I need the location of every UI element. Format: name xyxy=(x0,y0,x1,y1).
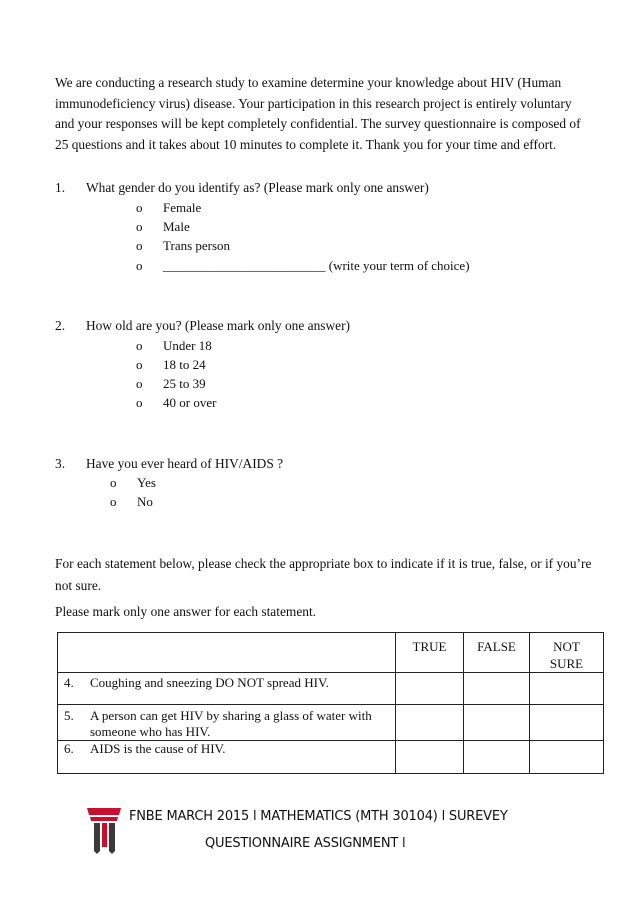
header-blank xyxy=(58,633,396,673)
checkbox-not-sure[interactable] xyxy=(530,741,604,774)
bullet-icon: o xyxy=(136,258,143,273)
statement-cell: 4. Coughing and sneezing DO NOT spread HIV. xyxy=(58,673,396,705)
bullet-icon: o xyxy=(136,200,143,215)
survey-page: We are conducting a research study to examine determine your knowledge about HIV (Human immunodeficiency virus) disease. Your participation in this research project is entirely voluntary and your responses will be kept completely confidential. The survey questionnaire is composed of 25 questions and it takes about 10 minutes to complete it. Thank you for your time and effort. 1. What gender do you identify as? (Please mark only one answer) o Female o Male o Trans person o _________________________ (write your term of choice) 2. How old are you? (Please mark only one answer) o Under 18 o 18 to 24 o 25 to 39 o 40 or over 3. Have you ever heard of HIV/AIDS ? o Yes o No For each statement below, please check the appropriate box to indicate if it is true, false, or if you’re not sure. Please mark only one answer for each statement. TRUE FALSE NOT SURE 4. Coughing and sneezing DO NOT spread HIV. 5. A person can get HIV by sharing a glass of water with someone who has HIV. 6. AIDS is the cause of HIV. FNBE MARCH 2015 l MATHEMATICS (MTH 30104) l SUREVEY QUESTIONNAIRE ASSIGNMENT l xyxy=(0,0,638,903)
statement-cell: 6. AIDS is the cause of HIV. xyxy=(58,741,396,774)
question-number: 1. xyxy=(55,180,66,195)
bullet-icon: o xyxy=(136,395,143,410)
footer-course-line: FNBE MARCH 2015 l MATHEMATICS (MTH 30104) l SUREVEY xyxy=(129,809,508,824)
bullet-icon: o xyxy=(110,494,117,509)
table-instruction-note: Please mark only one answer for each statement. xyxy=(55,604,317,619)
checkbox-true[interactable] xyxy=(396,673,464,705)
table-row xyxy=(58,741,604,774)
checkbox-true[interactable] xyxy=(396,741,464,774)
table-header-row xyxy=(58,633,604,673)
statement-cell: 5. A person can get HIV by sharing a glass of water with someone who has HIV. xyxy=(58,705,396,741)
intro-paragraph: We are conducting a research study to examine determine your knowledge about HIV (Human immunodeficiency virus) disease. Your participation in this research project is entirely voluntary and your responses will be kept completely confidential. The survey questionnaire is composed of 25 questions and it takes about 10 minutes to complete it. Thank you for your time and effort. xyxy=(55,75,581,152)
bullet-icon: o xyxy=(136,376,143,391)
bullet-icon: o xyxy=(136,338,143,353)
question-text: What gender do you identify as? (Please mark only one answer) xyxy=(86,180,429,195)
question-text: Have you ever heard of HIV/AIDS ? xyxy=(86,456,284,471)
table-row xyxy=(58,705,604,741)
checkbox-true[interactable] xyxy=(396,705,464,741)
footer-assignment-line: QUESTIONNAIRE ASSIGNMENT l xyxy=(205,836,406,851)
header-true: TRUE xyxy=(396,633,464,673)
header-not-sure: NOT SURE xyxy=(530,633,604,673)
checkbox-not-sure[interactable] xyxy=(530,705,604,741)
question-text: How old are you? (Please mark only one answer) xyxy=(86,318,351,333)
bullet-icon: o xyxy=(110,475,117,490)
checkbox-false[interactable] xyxy=(464,705,530,741)
question-number: 2. xyxy=(55,318,66,333)
header-false: FALSE xyxy=(464,633,530,673)
checkbox-false[interactable] xyxy=(464,741,530,774)
question-number: 3. xyxy=(55,456,66,471)
statement-table xyxy=(57,632,604,774)
checkbox-false[interactable] xyxy=(464,673,530,705)
bullet-icon: o xyxy=(136,238,143,253)
table-row xyxy=(58,673,604,705)
checkbox-not-sure[interactable] xyxy=(530,673,604,705)
bullet-icon: o xyxy=(136,219,143,234)
university-logo-icon xyxy=(86,806,122,854)
table-instruction: For each statement below, please check the appropriate box to indicate if it is true, false, or if you’re not sure. xyxy=(55,556,592,593)
bullet-icon: o xyxy=(136,357,143,372)
